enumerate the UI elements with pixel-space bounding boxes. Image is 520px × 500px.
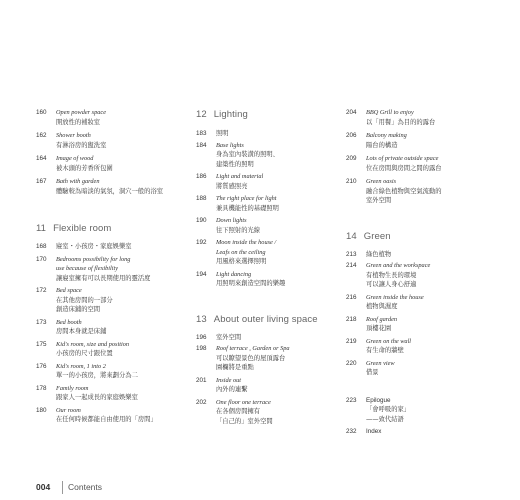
- entry-title-en: Light dancing: [216, 270, 252, 278]
- toc-entry[interactable]: [196, 344, 344, 373]
- entry-title-en: Moon inside the house /: [216, 239, 277, 246]
- page-number: 186: [196, 173, 207, 180]
- toc-entry[interactable]: [346, 293, 486, 312]
- toc-entry[interactable]: [196, 238, 344, 267]
- toc-entry[interactable]: [196, 216, 344, 235]
- entry-title-en: Green and the workspace: [366, 262, 431, 269]
- entry-title-zh-line2: 建築性的照明: [216, 160, 254, 168]
- toc-entry[interactable]: [346, 131, 486, 150]
- page-number: 168: [36, 243, 47, 250]
- toc-entry[interactable]: [36, 131, 186, 150]
- entry-title-zh: 照明: [216, 130, 229, 137]
- page-number: 194: [196, 270, 207, 278]
- toc-entry[interactable]: [346, 250, 486, 260]
- entry-title-zh: 開放性的補妝室: [56, 118, 101, 126]
- page-number: 218: [346, 315, 357, 323]
- page-number: 190: [196, 217, 207, 224]
- page-number: 175: [36, 340, 47, 348]
- entry-title-zh-line2: 「自己的」室外空間: [216, 417, 273, 425]
- entry-title-zh: 以「用餐」為目的的露台: [366, 118, 436, 126]
- entry-title-en: Green on the wall: [366, 337, 412, 345]
- entry-title-zh: 體驗較為暗淡的氣氛，洞穴一般的浴室: [56, 187, 164, 195]
- page-number: 178: [36, 384, 47, 392]
- toc-entry[interactable]: [36, 340, 186, 359]
- entry-title-zh: 房間本身就是床鋪: [56, 328, 107, 335]
- section-number: 11: [36, 223, 47, 234]
- entry-title-en: Open powder space: [56, 109, 107, 116]
- toc-entry[interactable]: [346, 427, 486, 437]
- entry-title-zh: 往下照射的光線: [216, 226, 261, 234]
- entry-title-zh: 在各個房間擁有: [216, 408, 261, 415]
- page-number: 183: [196, 130, 207, 137]
- entry-title-zh: 在任何時候都能自由使用的「房間」: [56, 416, 157, 423]
- entry-title-zh-line2: ——致代結語: [366, 415, 404, 423]
- entry-title-en: Bath with garden: [56, 178, 100, 185]
- section-number: 14: [346, 230, 357, 242]
- entry-group: [346, 108, 486, 206]
- entry-title-en: Down lights: [216, 217, 247, 224]
- page-number: 160: [36, 109, 47, 116]
- page-number: 196: [196, 333, 207, 341]
- toc-entry[interactable]: [346, 108, 486, 127]
- entry-title-en: Green oasis: [366, 178, 397, 185]
- entry-title-en: Light and material: [216, 173, 264, 180]
- entry-title-zh: 位在房間與房間之間的露台: [366, 164, 442, 172]
- page-number: 216: [346, 293, 357, 301]
- page-number: 170: [36, 255, 47, 263]
- entry-title-zh: 融合綠色植物與空氣流動的: [366, 187, 442, 195]
- entry-title-en: Green inside the house: [366, 293, 424, 301]
- entry-title-zh: 在其他房間的一部分: [56, 296, 113, 304]
- page-number: 172: [36, 287, 47, 294]
- page-number: 173: [36, 318, 47, 326]
- entry-title-en: The right place for light: [216, 195, 277, 202]
- entry-title-zh: 陽台的構造: [366, 141, 398, 149]
- toc-entry[interactable]: [196, 398, 344, 427]
- entry-group: [36, 108, 186, 196]
- entry-title-zh: 寢室・小孩房・家庭娛樂室: [56, 243, 132, 250]
- section-title: Green: [363, 230, 391, 242]
- entry-title-en: Shower booth: [56, 132, 91, 139]
- page-number: 201: [196, 376, 207, 384]
- entry-title-en: One floor one terrace: [216, 398, 271, 406]
- toc-entry[interactable]: [36, 318, 186, 337]
- entry-title-zh-line2: 可以讓人身心舒適: [366, 281, 417, 288]
- footer-divider: [62, 481, 63, 494]
- page-number: 204: [346, 109, 357, 116]
- entry-title-zh: 有淋浴房的盥洗室: [56, 141, 107, 149]
- toc-entry[interactable]: [36, 255, 186, 284]
- entry-title-zh: 可以瞭望景色的屋頂露台: [216, 354, 286, 362]
- page-number: 214: [346, 262, 357, 269]
- entry-title-zh: 兼具機能性的基礎照明: [216, 204, 279, 212]
- entry-title-zh: 用風格來選擇照明: [216, 258, 267, 265]
- entry-title-en: Kid's room, size and position: [56, 340, 130, 348]
- entry-title-en: Image of wood: [56, 155, 94, 162]
- entry-title-en: Bedrooms possibility for long: [56, 255, 131, 263]
- page-number: 192: [196, 239, 207, 246]
- toc-entry[interactable]: [196, 141, 344, 170]
- section-heading[interactable]: [346, 230, 486, 244]
- toc-entry[interactable]: [196, 333, 344, 343]
- page-number: 184: [196, 141, 207, 149]
- entry-title-en-line2: use because of flexibility: [56, 265, 119, 272]
- page-number: 198: [196, 345, 207, 352]
- entry-title-en: Bed booth: [56, 318, 82, 326]
- entry-title-zh: 植物與濕度: [366, 303, 398, 310]
- toc-entry[interactable]: [346, 359, 486, 378]
- page-number: 164: [36, 155, 47, 162]
- page-number: 180: [36, 406, 47, 414]
- section-title: About outer living space: [213, 313, 318, 325]
- toc-entry[interactable]: [36, 177, 186, 196]
- toc-entry[interactable]: [346, 337, 486, 356]
- page-number: 202: [196, 398, 207, 406]
- toc-entry[interactable]: [196, 270, 344, 289]
- entry-title-en: Family room: [56, 384, 89, 392]
- entry-title-zh-line2: 創造床鋪的空間: [56, 306, 101, 313]
- entry-group: [346, 250, 486, 378]
- entry-group: [196, 129, 344, 289]
- entry-title-zh: 借景: [366, 369, 379, 376]
- section-heading[interactable]: [196, 313, 344, 327]
- page-number: 213: [346, 250, 357, 258]
- page-number: 232: [346, 428, 357, 435]
- page-number: 210: [346, 178, 357, 185]
- toc-entry[interactable]: [36, 286, 186, 315]
- toc-entry[interactable]: [196, 376, 344, 395]
- page-number: 206: [346, 132, 357, 139]
- entry-title-zh: 跟家人一起成長的家庭娛樂室: [56, 394, 138, 401]
- entry-title-zh: 室外空間: [216, 333, 242, 341]
- entry-title-zh: 內外的連繫: [216, 386, 248, 393]
- entry-title-en: Inside out: [216, 376, 242, 384]
- footer-label: Contents: [68, 482, 103, 492]
- entry-title-en: Balcony making: [366, 132, 407, 139]
- page-number: 162: [36, 132, 47, 139]
- entry-title-zh: 有植物生長的環境: [366, 271, 417, 279]
- section-number: 13: [196, 313, 207, 325]
- entry-title-zh: 有生命的牆壁: [366, 347, 404, 354]
- entry-title-zh: 小孩房的尺寸跟位置: [56, 350, 113, 357]
- section-heading[interactable]: [36, 222, 186, 236]
- toc-column-3: [346, 108, 486, 437]
- page-number: 176: [36, 362, 47, 370]
- entry-title-zh: 將質感照亮: [216, 182, 248, 190]
- entry-title-en: BBQ Grill to enjoy: [366, 109, 414, 116]
- entry-title-en-line2: Leafs on the ceiling: [216, 248, 266, 256]
- entry-group: [346, 396, 486, 437]
- toc-entry[interactable]: [196, 129, 344, 139]
- toc-entry[interactable]: [346, 315, 486, 334]
- entry-title-zh: 綠色植物: [366, 250, 392, 258]
- entry-title-zh-line2: 園欄將是重點: [216, 364, 254, 371]
- entry-title-en: Kid's room, 1 into 2: [56, 362, 106, 370]
- entry-title-en: Lots of private outside space: [366, 155, 439, 162]
- entry-title-en: Green view: [366, 359, 395, 367]
- entry-title-en: Index: [366, 428, 382, 435]
- toc-entry[interactable]: [36, 242, 186, 252]
- page-number: 188: [196, 195, 207, 202]
- toc-entry[interactable]: [36, 108, 186, 127]
- entry-title-en: Roof terrace , Garden or Spa: [216, 345, 290, 352]
- toc-column-1: [36, 108, 186, 425]
- toc-entry[interactable]: [36, 384, 186, 403]
- entry-title-zh: 用照明來創造空間的樂趣: [216, 280, 286, 287]
- toc-entry[interactable]: [36, 406, 186, 425]
- page-number: 223: [346, 396, 357, 404]
- entry-title-zh: 「會呼吸的家」: [366, 406, 411, 413]
- entry-title-zh: 讓寢室擁有可以長期使用的靈活度: [56, 274, 151, 282]
- entry-title-en: Epilogue: [366, 396, 391, 404]
- entry-title-en: Bed space: [56, 287, 82, 294]
- page-number: 219: [346, 337, 357, 345]
- page-number: 220: [346, 359, 357, 367]
- section-heading[interactable]: [196, 108, 344, 122]
- toc-column-2: [196, 108, 344, 426]
- page-number: 167: [36, 178, 47, 185]
- toc-entry[interactable]: [346, 154, 486, 173]
- entry-title-zh: 單一的小孩房，將來劃分為二: [56, 372, 138, 379]
- toc-entry[interactable]: [196, 172, 344, 191]
- entry-title-en: Roof garden: [366, 315, 398, 323]
- toc-entry[interactable]: [346, 396, 486, 425]
- section-title: Lighting: [213, 109, 248, 120]
- toc-entry[interactable]: [36, 362, 186, 381]
- entry-title-en: Our room: [56, 406, 81, 414]
- page-number: 209: [346, 155, 357, 162]
- toc-entry[interactable]: [346, 261, 486, 290]
- toc-entry[interactable]: [36, 154, 186, 173]
- entry-title-zh: 頂樓花園: [366, 325, 392, 332]
- section-title: Flexible room: [53, 223, 112, 234]
- section-number: 12: [196, 109, 207, 120]
- entry-group: [36, 242, 186, 425]
- footer-page-number: 004: [36, 482, 51, 492]
- toc-entry[interactable]: [346, 177, 486, 206]
- entry-title-zh-line2: 室外空間: [366, 197, 392, 204]
- entry-title-en: Base lights: [216, 141, 244, 149]
- entry-group: [196, 333, 344, 427]
- entry-title-zh: 身為室內裝潢的照明、: [216, 151, 279, 158]
- entry-title-zh: 被木頭的芳香所包圍: [56, 164, 113, 172]
- toc-entry[interactable]: [196, 194, 344, 213]
